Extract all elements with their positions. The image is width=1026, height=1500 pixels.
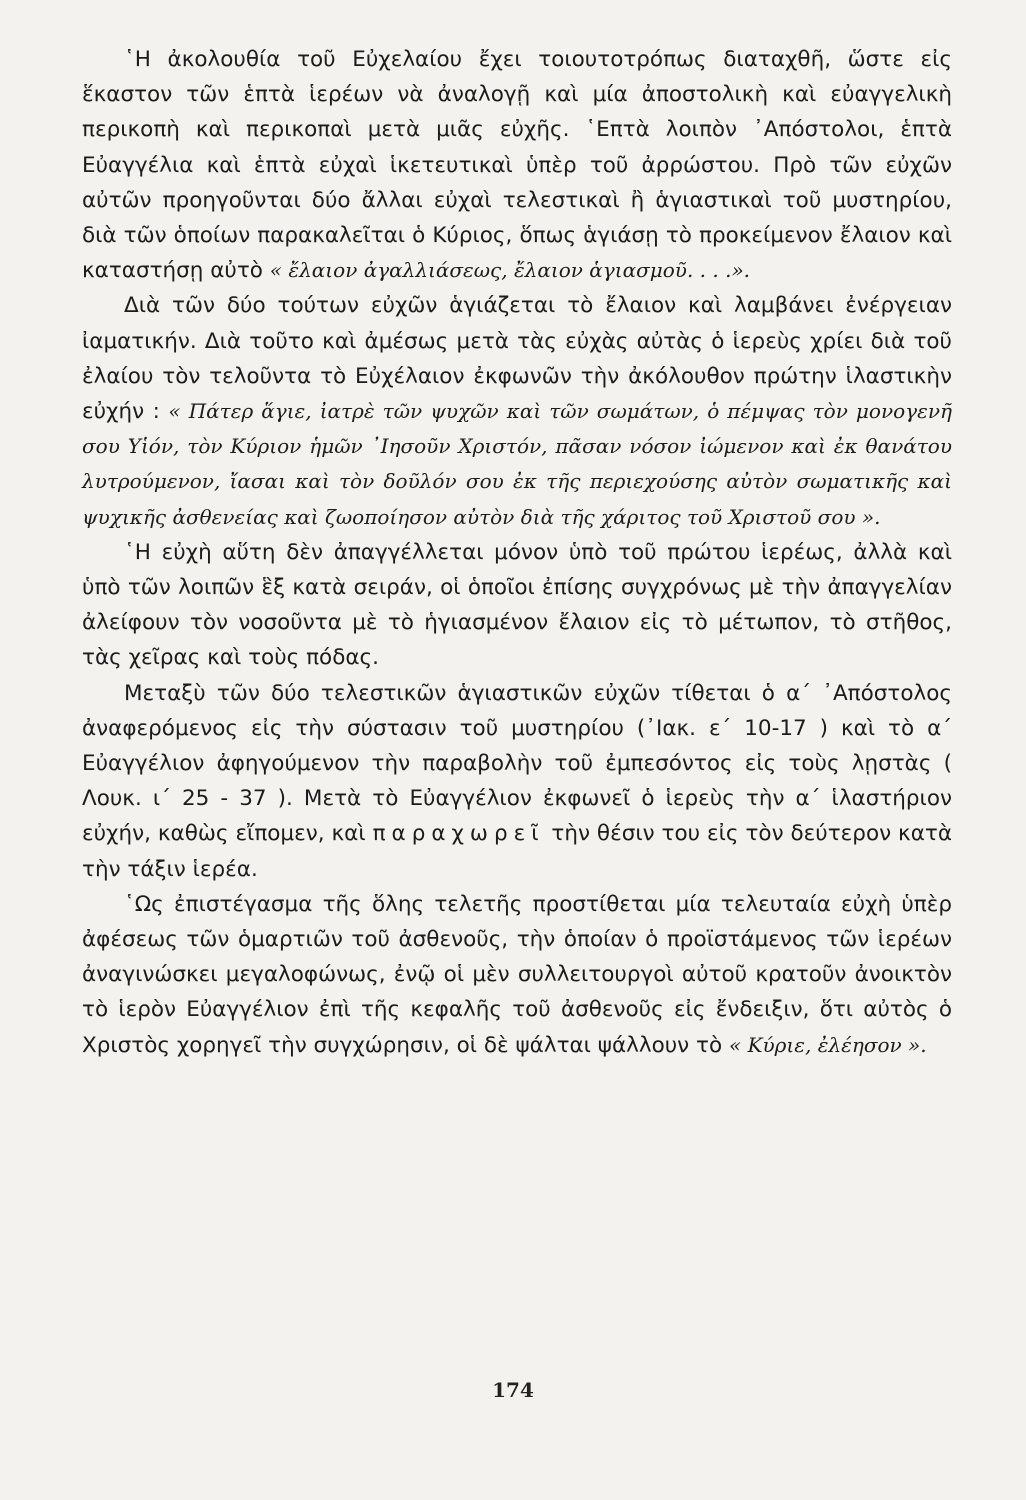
page-number: 174 [492, 1378, 534, 1402]
paragraph-text: ῾Η ἀκολουθία τοῦ Εὐχελαίου ἔχει τοιουτοτρόπως διαταχθῆ, ὥστε εἰς ἕκαστον τῶν ἑπτὰ ἱερέων νὰ ἀναλογῇ καὶ μία ἀποστολικὴ καὶ εὐαγγελικὴ περικοπὴ καὶ περικοπαὶ μετὰ μιᾶς εὐχῆς. ῾Επτὰ λοιπὸν ᾿Απόστολοι, ἑπτὰ Εὐαγγέλια καὶ ἑπτὰ εὐχαὶ ἱκετευτικαὶ ὑπὲρ τοῦ ἀρρώστου. Πρὸ τῶν εὐχῶν αὐτῶν προηγοῦνται δύο ἄλλαι εὐχαὶ τελεστικαὶ ἢ ἁγιαστικαὶ τοῦ μυστηρίου, διὰ τῶν ὁποίων παρακαλεῖται ὁ Κύριος, ὅπως ἁγιάσῃ τὸ προκείμενον ἔλαιον καὶ καταστήσῃ αὐτὸ [82, 47, 952, 284]
paragraph-text: ῾Ως ἐπιστέγασμα τῆς ὅλης τελετῆς προστίθεται μία τελευταία εὐχὴ ὑπὲρ ἀφέσεως τῶν ὁμαρτιῶν τοῦ ἀσθενοῦς, τὴν ὁποίαν ὁ προϊστάμενος τῶν ἱερέων ἀναγινώσκει μεγαλοφώνως, ἐνῷ οἱ μὲν συλλειτουργοὶ αὐτοῦ κρατοῦν ἀνοικτὸν τὸ ἱερὸν Εὐαγγέλιον ἐπὶ τῆς κεφαλῆς τοῦ ἀσθενοῦς εἰς ἔνδειξιν, ὅτι αὐτὸς ὁ Χριστὸς χορηγεῖ τὴν συγχώρησιν, οἱ δὲ ψάλται ψάλλουν τὸ [82, 891, 952, 1058]
paragraph [82, 288, 952, 534]
paragraph [82, 676, 952, 887]
quote-italic: « ἔλαιον ἀγαλλιάσεως, ἔλαιον ἁγιασμοῦ. . . .». [269, 258, 751, 283]
paragraph-text: τὴν θέσιν του εἰς τὸν δεύτερον κατὰ τὴν τάξιν ἱερέα. [82, 821, 953, 882]
paragraph [82, 887, 952, 1063]
paragraph [82, 535, 952, 676]
paragraph [82, 42, 952, 288]
paragraph-text: Διὰ τῶν δύο τούτων εὐχῶν ἁγιάζεται τὸ ἔλαιον καὶ λαμβάνει ἐνέργειαν ἰαματικήν. Διὰ τοῦτο καὶ ἀμέσως μετὰ τὰς εὐχὰς αὐτὰς ὁ ἱερεὺς χρίει διὰ τοῦ ἐλαίου τὸν τελοῦντα τὸ Εὐχέλαιον ἐκφωνῶν τὴν ἀκόλουθον πρώτην ἱλαστικὴν εὐχήν : [82, 293, 952, 425]
quote-italic: « Κύριε, ἐλέησον ». [728, 1032, 927, 1057]
paragraph-text: Μεταξὺ τῶν δύο τελεστικῶν ἁγιαστικῶν εὐχῶν τίθεται ὁ α΄ ᾿Απόστολος ἀναφερόμενος εἰς τὴν σύστασιν τοῦ μυστηρίου (᾿Ιακ. ε΄ 10-17 ) καὶ τὸ α΄ Εὐαγγέλιον ἀφηγούμενον τὴν παραβολὴν τοῦ ἐμπεσόντος εἰς τοὺς λῃστὰς ( Λουκ. ι΄ 25 - 37 ). Μετὰ τὸ Εὐαγγέλιον ἐκφωνεῖ ὁ ἱερεὺς τὴν α΄ ἱλαστήριον εὐχήν, καθὼς εἴπομεν, καὶ [82, 680, 952, 847]
page-text [82, 42, 952, 1063]
paragraph-text: ῾Η εὐχὴ αὕτη δὲν ἀπαγγέλλεται μόνον ὑπὸ τοῦ πρώτου ἱερέως, ἀλλὰ καὶ ὑπὸ τῶν λοιπῶν ἓξ κατὰ σειράν, οἱ ὁποῖοι ἐπίσης συγχρόνως μὲ τὴν ἀπαγγελίαν ἀλείφουν τὸν νοσοῦντα μὲ τὸ ἡγιασμένον ἔλαιον εἰς τὸ μέτωπον, τὸ στῆθος, τὰς χεῖρας καὶ τοὺς πόδας. [82, 539, 952, 671]
prayer-quote-italic: « Πάτερ ἅγιε, ἰατρὲ τῶν ψυχῶν καὶ τῶν σωμάτων, ὁ πέμψας τὸν μονογενῆ σου Υἱόν, τὸν Κύριον ἡμῶν ᾿Ιησοῦν Χριστόν, πᾶσαν νόσον ἰώμενον καὶ ἐκ θανάτου λυτρούμενον, ἴασαι καὶ τὸν δοῦλόν σου ἐκ τῆς περιεχούσης αὐτὸν σωματικῆς καὶ ψυχικῆς ἀσθενείας καὶ ζωοποίησον αὐτὸν διὰ τῆς χάριτος τοῦ Χριστοῦ σου ». [82, 399, 953, 529]
spaced-word: παραχωρεῖ [372, 821, 545, 847]
